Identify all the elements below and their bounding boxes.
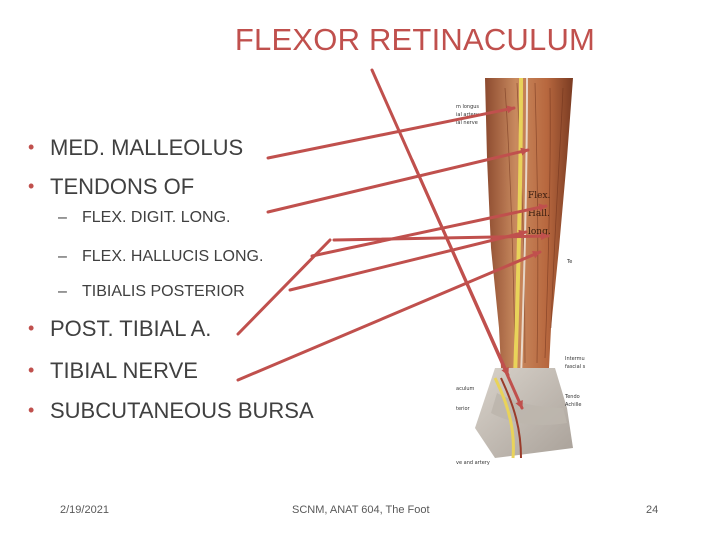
figure-label-right: Achille (565, 402, 582, 408)
bullet-text: TENDONS OF (50, 174, 195, 199)
figure-label-right: Te (567, 259, 573, 265)
bullet-text: MED. MALLEOLUS (50, 135, 244, 160)
footer-page-number: 24 (646, 504, 659, 516)
arrow-tibial-nerve (238, 252, 540, 380)
figure-label-right: Tendo (565, 394, 580, 400)
sub-bullet-dash: – (58, 283, 67, 300)
arrow-post-tibial-a (334, 236, 548, 240)
sub-bullet-text: TIBIALIS POSTERIOR (82, 283, 245, 300)
arrow-post-tibial-a-segment (238, 240, 330, 334)
figure-label-left: ve and artery (456, 460, 490, 466)
arrow-flex-digit (268, 150, 528, 212)
bullet-glyph: • (28, 318, 35, 338)
figure-label-left: ial artery (456, 112, 479, 118)
slide-title: FLEXOR RETINACULUM (234, 22, 596, 57)
figure-label-hall: Hall. (528, 209, 550, 219)
figure-label-flex: Flex. (528, 191, 551, 201)
sub-bullet-text: FLEX. DIGIT. LONG. (82, 209, 231, 226)
bullet-glyph: • (28, 176, 35, 196)
figure-label-long: long. (528, 227, 551, 237)
figure-label-left: ial nerve (456, 120, 478, 126)
bullet-glyph: • (28, 137, 35, 157)
bullet-glyph: • (28, 400, 35, 420)
bullet-text: SUBCUTANEOUS BURSA (50, 398, 314, 423)
bullet-glyph: • (28, 360, 35, 380)
figure-label-left: m longus (456, 104, 480, 110)
footer-course: SCNM, ANAT 604, The Foot (292, 504, 430, 516)
arrow-tibialis-posterior (290, 232, 526, 290)
figure-label-left: terior (456, 406, 470, 412)
bullet-text: POST. TIBIAL A. (50, 316, 212, 341)
sub-bullet-text: FLEX. HALLUCIS LONG. (82, 248, 264, 265)
footer-date: 2/19/2021 (60, 504, 109, 516)
figure-label-right: Intermu (565, 356, 585, 362)
arrow-bursa (412, 160, 508, 375)
arrow-flex-hallucis (312, 206, 546, 256)
figure-label-left: aculum (456, 386, 475, 392)
bullet-text: TIBIAL NERVE (50, 358, 198, 383)
sub-bullet-dash: – (58, 209, 67, 226)
sub-bullet-dash: – (58, 248, 67, 265)
figure-label-right: fascial s (565, 364, 585, 370)
